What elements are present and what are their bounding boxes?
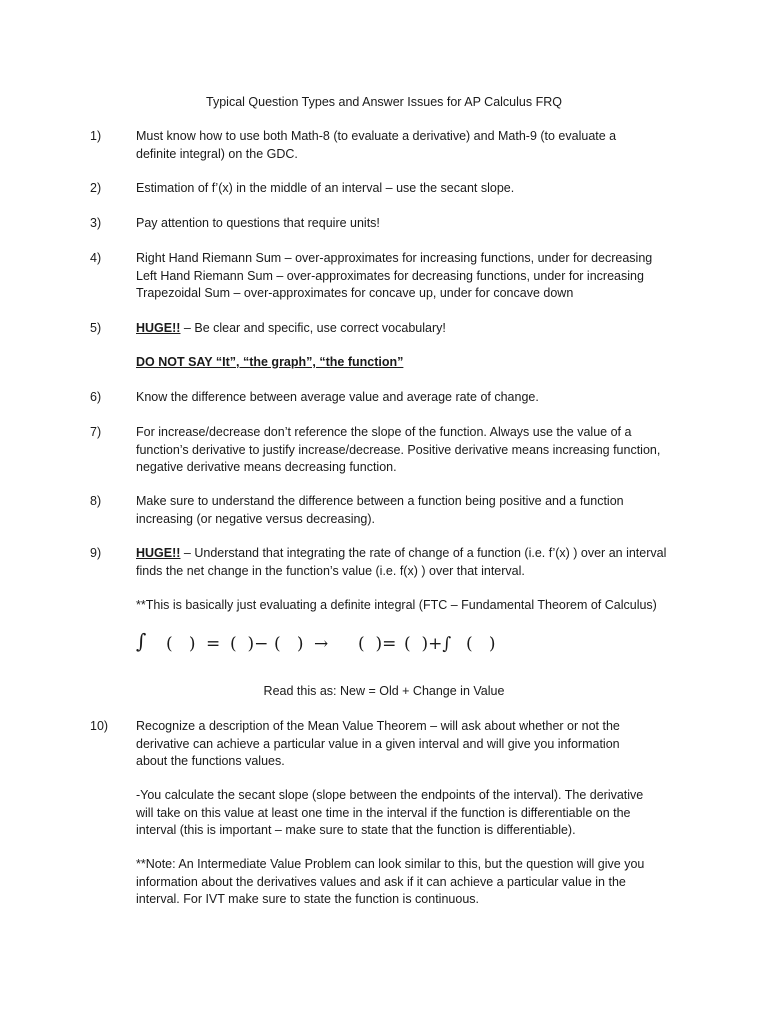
item-text: Recognize a description of the Mean Value Theorem – will ask about whether or not the derivative can achieve a particular value in a given interval and will give you information about the functions values. [136, 719, 620, 768]
item-text: Estimation of f’(x) in the middle of an interval – use the secant slope. [136, 181, 515, 195]
arrow-icon: → [314, 634, 329, 654]
item-text: Right Hand Riemann Sum – over-approximates for increasing functions, under for decreasing Left Hand Riemann Sum – over-approximates for decreasing functions, under for increasing Trapezoidal Sum – over-approximates for concave up, under for concave down [136, 251, 653, 300]
item-number: 4) [90, 251, 102, 265]
ivt-note: **Note: An Intermediate Value Problem can look similar to this, but the question will give you information about the derivatives values and ask if it can achieve a particular value in the interval. For IVT make sure to state the function is continuous. [136, 857, 645, 906]
huge-label: HUGE!! [136, 321, 181, 335]
item-number: 1) [90, 129, 102, 143]
item-number: 2) [90, 181, 102, 195]
item-text: For increase/decrease don’t reference the slope of the function. Always use the value of a function’s derivative to justify increase/decrease. Positive derivative means increasing function, negative derivative means decreasing function. [136, 425, 661, 474]
item-text: HUGE!! – Understand that integrating the rate of change of a function (i.e. f’(x) ) over an interval finds the net change in the function’s value (i.e. f(x) ) over that interval. [136, 546, 667, 578]
item-text: Know the difference between average value and average rate of change. [136, 390, 539, 404]
mvt-paragraph: -You calculate the secant slope (slope between the endpoints of the interval). The derivative will take on this value at least one time in the interval if the function is differentiable on the interval (this is important – make sure to state that the function is differentiable). [136, 788, 644, 837]
item-text: Must know how to use both Math-8 (to evaluate a derivative) and Math-9 (to evaluate a definite integral) on the GDC. [136, 129, 617, 161]
item-text: HUGE!! – Be clear and specific, use correct vocabulary! [136, 321, 446, 335]
item-number: 9) [90, 546, 102, 560]
item-number: 10) [90, 719, 109, 733]
item-text: Pay attention to questions that require units! [136, 216, 380, 230]
item-number: 8) [90, 494, 102, 508]
ftc-formula: ∫ ( ) = ( )− ( ) → ( )= ( )+∫ ( ) [136, 629, 496, 654]
formula-reading: Read this as: New = Old + Change in Value [263, 684, 505, 698]
ftc-note: **This is basically just evaluating a definite integral (FTC – Fundamental Theorem of Calculus) [136, 598, 657, 612]
item-number: 3) [90, 216, 102, 230]
vocabulary-warning: DO NOT SAY “It”, “the graph”, “the function” [136, 355, 404, 369]
item-number: 5) [90, 321, 102, 335]
item-text: Make sure to understand the difference between a function being positive and a function increasing (or negative versus decreasing). [136, 494, 624, 526]
huge-label: HUGE!! [136, 546, 181, 560]
item-number: 7) [90, 425, 102, 439]
document-title: Typical Question Types and Answer Issues for AP Calculus FRQ [206, 95, 562, 109]
integral-symbol: ∫ [136, 629, 147, 653]
item-number: 6) [90, 390, 102, 404]
